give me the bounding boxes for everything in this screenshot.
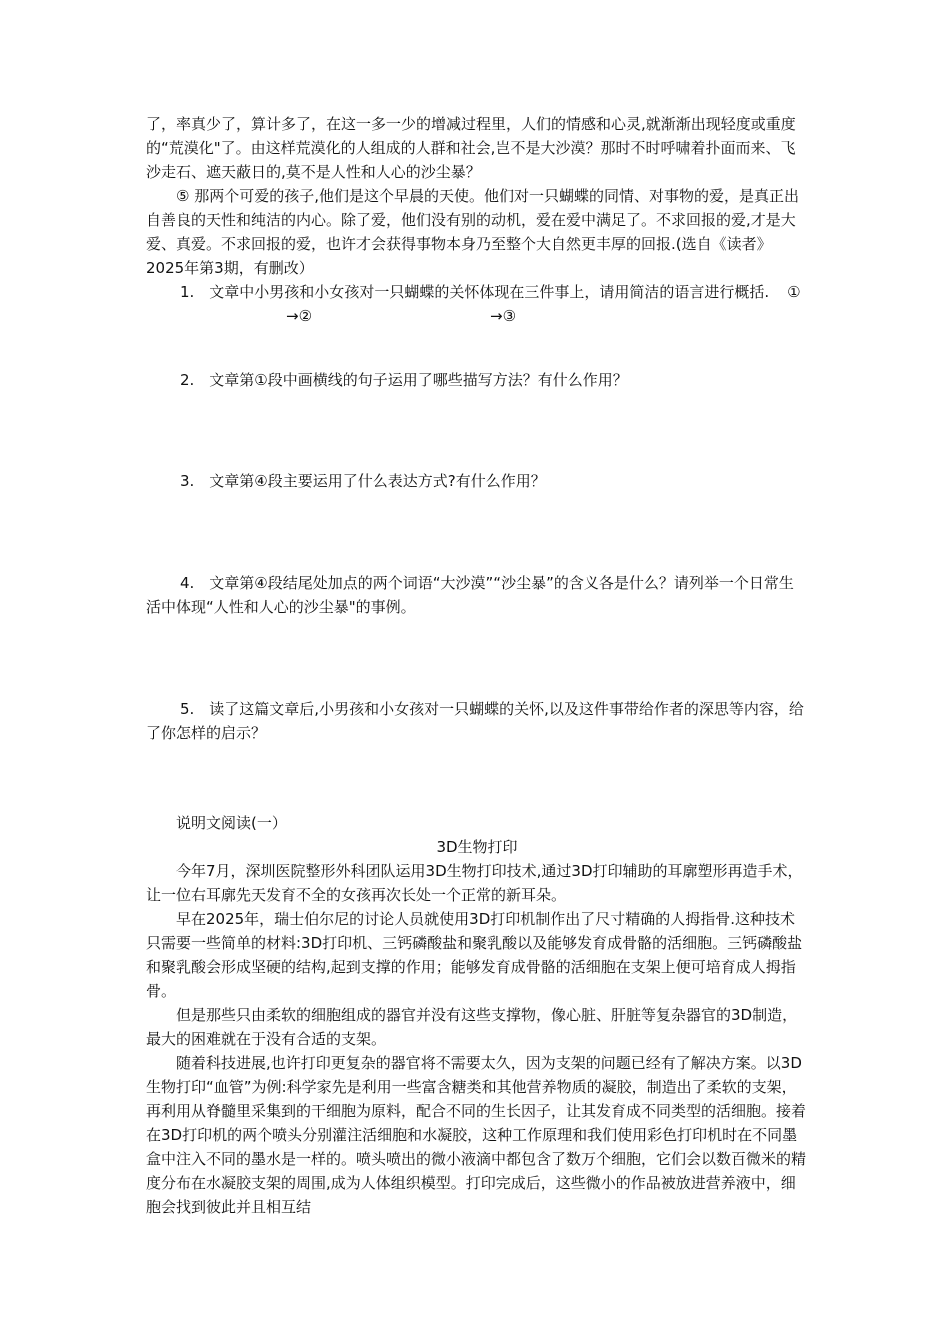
question-1-text: 1. 文章中小男孩和小女孩对一只蝴蝶的关怀体现在三件事上，请用简洁的语言进行概括. xyxy=(180,283,770,301)
answer-blank-1: ① xyxy=(787,283,801,301)
question-4: 4. 文章第④段结尾处加点的两个词语“大沙漠”“沙尘暴”的含义各是什么？请列举一个日常生活中体现“人性和人心的沙尘暴"的事例。 xyxy=(146,574,794,616)
article-paragraph: 但是那些只由柔软的细胞组成的器官并没有这些支撑物，像心脏、肝脏等复杂器官的3D制造，最大的困难就在于没有合适的支架。 xyxy=(146,1006,798,1048)
question-5: 5. 读了这篇文章后,小男孩和小女孩对一只蝴蝶的关怀,以及这件事带给作者的深思等内容，给了你怎样的启示？ xyxy=(146,700,804,742)
answer-space-3 xyxy=(146,493,808,571)
answer-space-2 xyxy=(146,392,808,469)
question-1 xyxy=(146,280,808,328)
article-title: 3D生物打印 xyxy=(436,838,518,856)
document-body xyxy=(146,112,808,1219)
article-paragraph: 随着科技进展,也许打印更复杂的器官将不需要太久，因为支架的问题已经有了解决方案。以3D生物打印“血管”为例:科学家先是利用一些富含糖类和其他营养物质的凝胶，制造出了柔软的支架，再利用从脊髓里采集到的干细胞为原料，配合不同的生长因子，让其发育成不同类型的活细胞。接着在3D打印机的两个喷头分别灌注活细胞和水凝胶，这种工作原理和我们使用彩色打印机时在不同墨盒中注入不同的墨水是一样的。喷头喷出的微小液滴中都包含了数万个细胞，它们会以数百微米的精度分布在水凝胶支架的周围,成为人体组织模型。打印完成后，这些微小的作品被放进营养液中，细胞会找到彼此并且相互结 xyxy=(146,1054,807,1216)
answer-blank-3: →③ xyxy=(490,307,517,325)
essay-paragraph-5: ⑤ 那两个可爱的孩子,他们是这个早晨的天使。他们对一只蝴蝶的同情、对事物的爱，是真正出自善良的天性和纯洁的内心。除了爱，他们没有别的动机，爱在爱中满足了。不求回报的爱,才是大爱、真爱。不求回报的爱，也许才会获得事物本身乃至整个大自然更丰厚的回报.(选自《读者》2025年第3期，有删改） xyxy=(146,187,799,277)
question-3: 3. 文章第④段主要运用了什么表达方式?有什么作用？ xyxy=(180,472,546,490)
answer-space-4 xyxy=(146,619,808,697)
answer-space-1 xyxy=(146,328,808,368)
article-paragraph: 今年7月，深圳医院整形外科团队运用3D生物打印技术,通过3D打印辅助的耳廓塑形再造手术，让一位右耳廓先天发育不全的女孩再次长处一个正常的新耳朵。 xyxy=(146,862,803,904)
essay-paragraph-4-tail: 了，率真少了，算计多了，在这一多一少的增减过程里，人们的情感和心灵,就渐渐出现轻度或重度的“荒漠化"了。由这样荒漠化的人组成的人群和社会,岂不是大沙漠？那时不时呼啸着扑面而来、飞沙走石、遮天蔽日的,莫不是人性和人心的沙尘暴？ xyxy=(146,115,796,181)
article-paragraph: 早在2025年，瑞士伯尔尼的讨论人员就使用3D打印机制作出了尺寸精确的人拇指骨.这种技术只需要一些简单的材料:3D打印机、三钙磷酸盐和聚乳酸以及能够发育成骨骼的活细胞。三钙磷酸盐和聚乳酸会形成坚硬的结构,起到支撑的作用；能够发育成骨骼的活细胞在支架上便可培育成人拇指骨。 xyxy=(146,910,803,1000)
answer-blank-2: →② xyxy=(286,307,313,325)
answer-space-5 xyxy=(146,745,808,811)
section-label: 说明文阅读(一） xyxy=(176,814,287,832)
question-2: 2. 文章第①段中画横线的句子运用了哪些描写方法？有什么作用？ xyxy=(180,371,628,389)
